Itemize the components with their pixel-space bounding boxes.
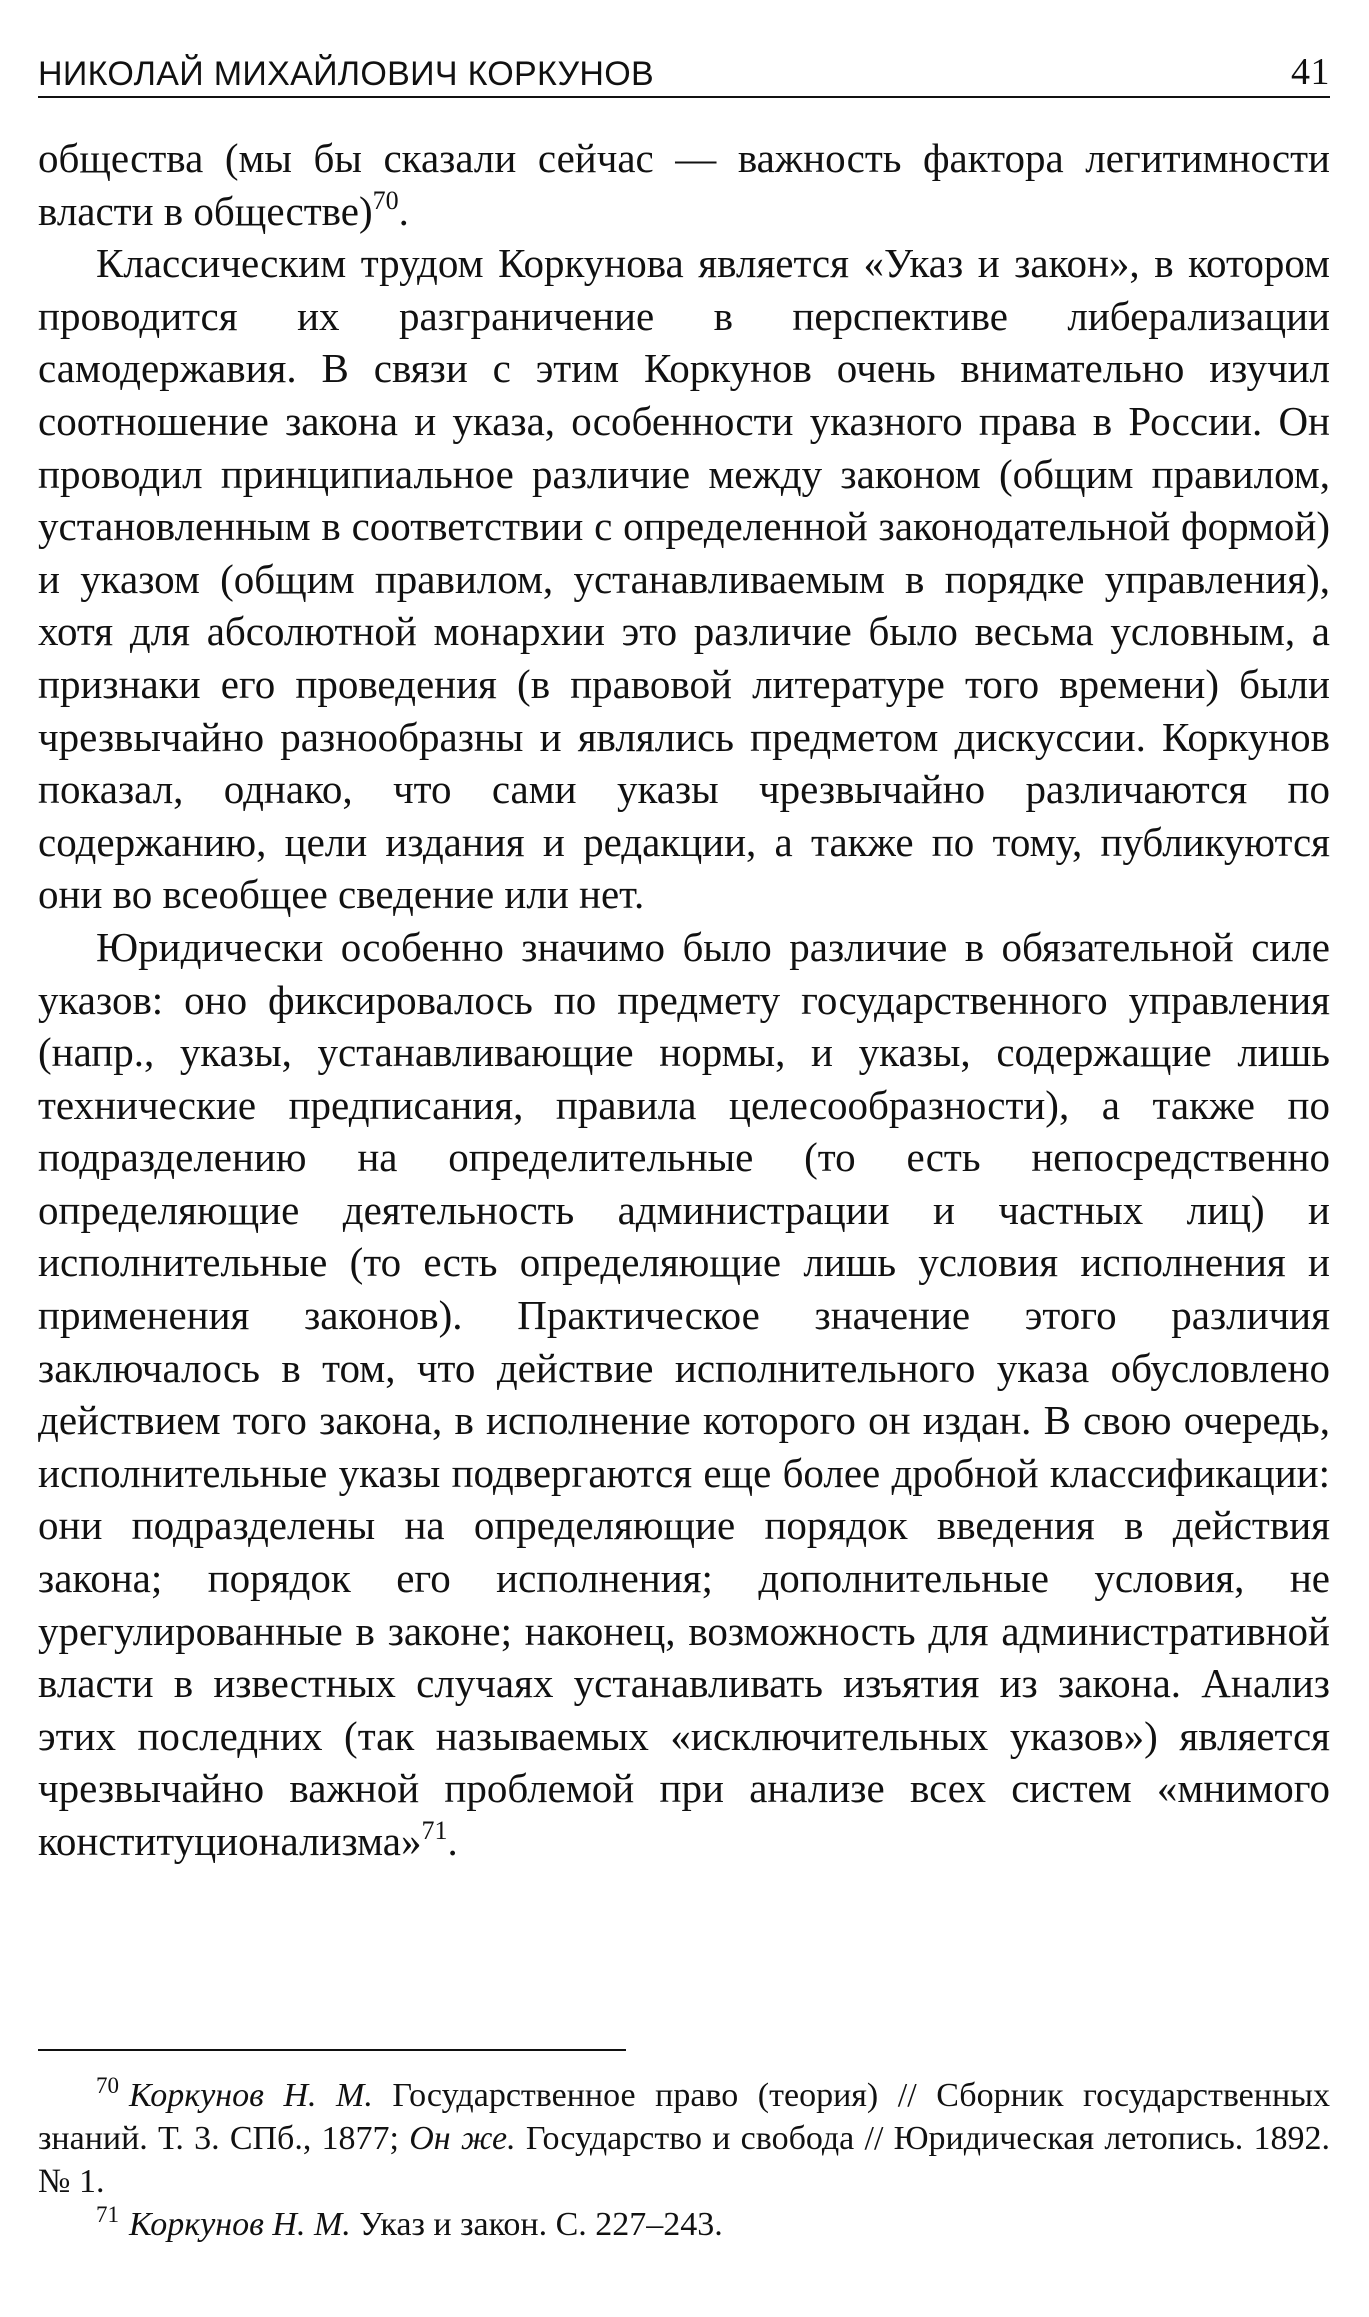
paragraph-tail: . <box>398 187 409 234</box>
paragraph-tail: . <box>447 1818 458 1864</box>
footnote-text: Государство и свобода // Юридическая летопись. 1892. № 1. <box>38 2120 1330 2200</box>
footnote-author: Коркунов Н. М. <box>129 2206 351 2243</box>
paragraph <box>38 237 1330 921</box>
footnote-ref-71: 71 <box>421 1816 448 1845</box>
footnote-70 <box>38 2074 1330 2203</box>
footnote-number: 70 <box>96 2073 119 2098</box>
main-text <box>38 132 1330 1868</box>
footnote-author: Коркунов Н. М. <box>129 2077 373 2114</box>
footnote-71 <box>38 2203 1330 2246</box>
paragraph-text: Юридически особенно значимо было различие в обязательной силе указов: оно фиксировалось по предмету государственного управления (напр., указы, устанавливающие нормы, и указы, содержащие лишь технические предписания, правила целесообразности), а также по подразделению на определительные (то есть непосредственно определяющие деятельность администрации и частных лиц) и исполнительные (то есть определяющие лишь условия исполнения и применения законов). Практическое значение этого различия заключалось в том, что действие исполнительного указа обусловлено действием того закона, в исполнение которого он издан. В свою очередь, исполнительные указы подвергаются еще более дробной классификации: они подразделены на определяющие порядок введения в действия закона; порядок его исполнения; дополнительные условия, не урегулированные в законе; наконец, возможность для административной власти в известных случаях устанавливать изъятия из закона. Анализ этих последних (так называемых «исключительных указов») является чрезвычайно важной проблемой при анализе всех систем «мнимого конституционализма» <box>38 923 1330 1864</box>
paragraph-text: Классическим трудом Коркунова является «Указ и закон», в котором проводится их разграничение в перспективе либерализации самодержавия. В связи с этим Коркунов очень внимательно изучил соотношение закона и указа, особенности указного права в России. Он проводил принципиальное различие между законом (общим правилом, установленным в соответствии с определенной законодательной формой) и указом (общим правилом, устанавливаемым в порядке управления), хотя для абсолютной монархии это различие было весьма условным, а признаки его проведения (в правовой литературе того времени) были чрезвычайно разнообразны и являлись предметом дискуссии. Коркунов показал, однако, что сами указы чрезвычайно различаются по содержанию, цели издания и редакции, а также по тому, публикуются они во всеобщее сведение или нет. <box>38 240 1330 918</box>
paragraph <box>38 921 1330 1868</box>
footnote-ref-70: 70 <box>372 185 399 215</box>
footnote-author-ibid: Он же. <box>409 2120 516 2157</box>
running-head <box>38 38 1330 94</box>
page-number: 41 <box>1291 51 1330 93</box>
paragraph-continuation <box>38 132 1330 237</box>
footnote-text: Указ и закон. С. 227–243. <box>350 2206 723 2243</box>
running-title: НИКОЛАЙ МИХАЙЛОВИЧ КОРКУНОВ <box>38 55 654 93</box>
footnote-divider <box>38 2049 626 2051</box>
footnote-number: 71 <box>96 2202 119 2227</box>
paragraph-text: общества (мы бы сказали сейчас — важность фактора легитимности власти в обществе) <box>38 135 1330 234</box>
footnote-text: Государственное право (теория) // Сборник государственных знаний. Т. 3. СПб., 1877; <box>38 2077 1331 2157</box>
header-divider <box>38 96 1330 98</box>
footnotes <box>38 2074 1330 2246</box>
book-page <box>38 0 1330 2317</box>
